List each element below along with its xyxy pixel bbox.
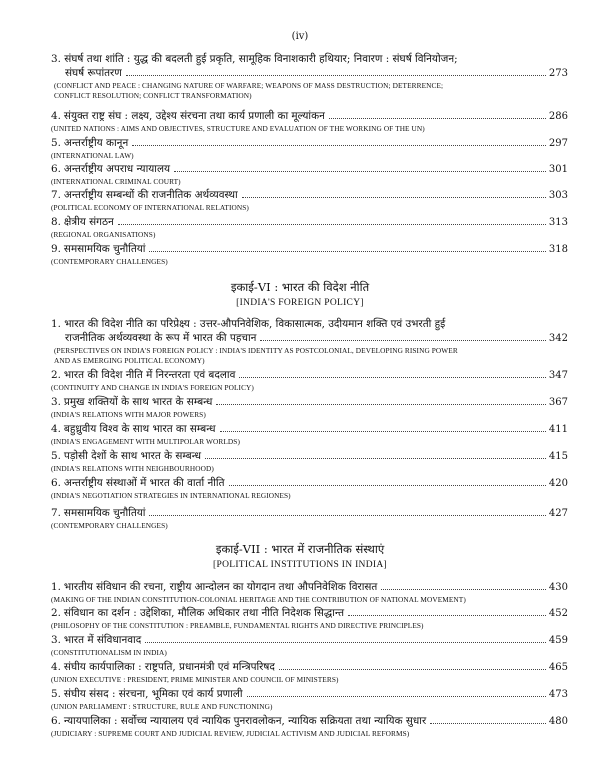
entry-title-english-cont: AND AS EMERGING POLITICAL ECONOMY) — [54, 356, 205, 365]
entry-number: 3. — [51, 53, 61, 65]
entry-title-hindi-cont: संघर्ष रूपांतरण — [65, 67, 122, 79]
entry-title-hindi-cont: राजनीतिक अर्थव्यवस्था के रूप में भारत की पहचान — [65, 332, 257, 344]
entry-title-hindi: समसामयिक चुनौतियां — [63, 243, 146, 255]
entry-number: 3. — [51, 396, 61, 408]
dot-leader — [149, 515, 545, 516]
section-title: इकाई-VII : भारत में राजनीतिक संस्थाएं — [215, 542, 385, 556]
toc-entry[interactable] — [51, 109, 568, 134]
entry-title-hindi: संयुक्त राष्ट्र संघ : लक्ष्य, उद्देश्य संरचना तथा कार्य प्रणाली का मूल्यांकन — [63, 110, 325, 122]
entry-page: 473 — [548, 689, 568, 700]
dot-leader — [430, 723, 546, 724]
dot-leader — [348, 615, 546, 616]
toc-entry[interactable] — [51, 633, 568, 658]
entry-number: 7. — [51, 507, 61, 519]
entry-title-english: (UNION EXECUTIVE : PRESIDENT, PRIME MINISTER AND COUNCIL OF MINISTERS) — [51, 675, 339, 684]
entry-title-english: (MAKING OF THE INDIAN CONSTITUTION-COLONIAL HERITAGE AND THE CONTRIBUTION OF NATIONAL MOVEMENT) — [51, 595, 466, 604]
entry-number: 6. — [51, 477, 61, 489]
entry-title-english: (CONSTITUTIONALISM IN INDIA) — [51, 648, 167, 657]
entry-page: 347 — [548, 370, 568, 381]
toc-entry[interactable] — [51, 506, 568, 531]
entry-title-english-cont: CONFLICT RESOLUTION; CONFLICT TRANSFORMATION) — [54, 91, 252, 100]
entry-title-english: (REGIONAL ORGANISATIONS) — [51, 230, 156, 239]
entry-title-hindi: भारत में संविधानवाद — [63, 634, 142, 646]
dot-leader — [279, 669, 546, 670]
page-number: (iv) — [291, 31, 309, 42]
entry-page: 415 — [548, 451, 568, 462]
entry-title-hindi: समसामयिक चुनौतियां — [63, 507, 146, 519]
entry-number: 5. — [51, 688, 61, 700]
entry-page: 342 — [548, 333, 568, 344]
entry-page: 411 — [548, 424, 568, 435]
entry-title-hindi: न्यायपालिका : सर्वोच्च न्यायालय एवं न्यायिक पुनरावलोकन, न्यायिक सक्रियता तथा न्यायिक सुधार — [63, 715, 427, 727]
entry-title-hindi: भारतीय संविधान की रचना, राष्ट्रीय आन्दोलन का योगदान तथा औपनिवेशिक विरासत — [63, 581, 378, 593]
entry-title-hindi: अन्तर्राष्ट्रीय संस्थाओं में भारत की वार्ता नीति — [63, 477, 225, 489]
dot-leader — [329, 118, 546, 119]
entry-title-hindi: संघीय संसद : संरचना, भूमिका एवं कार्य प्रणाली — [63, 688, 243, 700]
section-title-english: [POLITICAL INSTITUTIONS IN INDIA] — [213, 560, 387, 570]
entry-number: 7. — [51, 189, 61, 201]
entry-title-english: (CONTEMPORARY CHALLENGES) — [51, 257, 168, 266]
entry-title-hindi: भारत की विदेश नीति में निरन्तरता एवं बदलाव — [63, 369, 236, 381]
dot-leader — [126, 75, 546, 76]
toc-entry[interactable] — [51, 606, 568, 631]
entry-page: 480 — [548, 716, 568, 727]
entry-number: 5. — [51, 137, 61, 149]
entry-title-hindi: बहुध्रुवीय विश्व के साथ भारत का सम्बन्ध — [63, 423, 216, 435]
toc-entry[interactable] — [51, 162, 568, 187]
dot-leader — [149, 251, 545, 252]
entry-title-english: (CONTEMPORARY CHALLENGES) — [51, 521, 168, 530]
entry-page: 430 — [548, 582, 568, 593]
entry-title-hindi: क्षेत्रीय संगठन — [63, 216, 114, 228]
entry-title-english: (INDIA'S ENGAGEMENT WITH MULTIPOLAR WORLDS) — [51, 437, 240, 446]
toc-entry[interactable] — [51, 660, 568, 685]
entry-page: 273 — [548, 68, 568, 79]
entry-page: 452 — [548, 608, 568, 619]
entry-number: 4. — [51, 661, 61, 673]
entry-title-english: (UNITED NATIONS : AIMS AND OBJECTIVES, STRUCTURE AND EVALUATION OF THE WORKING OF THE UN) — [51, 124, 425, 133]
entry-number: 2. — [51, 369, 61, 381]
dot-leader — [260, 340, 546, 341]
entry-title-english: (INDIA'S NEGOTIATION STRATEGIES IN INTERNATIONAL REGIONES) — [51, 491, 291, 500]
entry-page: 286 — [548, 111, 568, 122]
entry-title-english: (POLITICAL ECONOMY OF INTERNATIONAL RELATIONS) — [51, 203, 249, 212]
entry-title-english: (UNION PARLIAMENT : STRUCTURE, RULE AND FUNCTIONING) — [51, 702, 273, 711]
dot-leader — [132, 145, 546, 146]
entry-number: 4. — [51, 110, 61, 122]
dot-leader — [247, 696, 546, 697]
toc-entry[interactable] — [51, 52, 568, 101]
entry-title-hindi: अन्तर्राष्ट्रीय सम्बन्धों की राजनीतिक अर्थव्यवस्था — [63, 189, 238, 201]
entry-number: 8. — [51, 216, 61, 228]
entry-title-english: (INDIA'S RELATIONS WITH NEIGHBOURHOOD) — [51, 464, 214, 473]
toc-entry[interactable] — [51, 188, 568, 213]
entry-title-english: (INTERNATIONAL CRIMINAL COURT) — [51, 177, 181, 186]
toc-entry[interactable] — [51, 476, 568, 501]
entry-number: 9. — [51, 243, 61, 255]
dot-leader — [174, 171, 546, 172]
entry-title-hindi: पड़ोसी देशों के साथ भारत के सम्बन्ध — [63, 450, 201, 462]
entry-number: 4. — [51, 423, 61, 435]
entry-number: 6. — [51, 715, 61, 727]
entry-title-english: (PHILOSOPHY OF THE CONSTITUTION : PREAMBLE, FUNDAMENTAL RIGHTS AND DIRECTIVE PRINCIPLES) — [51, 621, 424, 630]
entry-title-hindi: अन्तर्राष्ट्रीय अपराध न्यायालय — [63, 163, 171, 175]
entry-page: 459 — [548, 635, 568, 646]
entry-page: 303 — [548, 190, 568, 201]
section-title-english: [INDIA'S FOREIGN POLICY] — [236, 298, 364, 308]
entry-title-hindi: अन्तर्राष्ट्रीय कानून — [63, 137, 129, 149]
dot-leader — [220, 431, 546, 432]
entry-title-hindi: संघर्ष तथा शांति : युद्ध की बदलती हुई प्रकृति, सामूहिक विनाशकारी हथियार; निवारण : संघर्ष विनियोजन; — [64, 53, 458, 65]
entry-number: 3. — [51, 634, 61, 646]
toc-entry[interactable] — [51, 242, 568, 267]
entry-title-english: (CONTINUITY AND CHANGE IN INDIA'S FOREIGN POLICY) — [51, 383, 254, 392]
entry-title-english: (PERSPECTIVES ON INDIA'S FOREIGN POLICY : INDIA'S IDENTITY AS POSTCOLONIAL, DEVELOPING RISING POWER — [54, 346, 458, 355]
toc-entry[interactable] — [51, 317, 568, 366]
entry-title-hindi: संघीय कार्यपालिका : राष्ट्रपति, प्रधानमंत्री एवं मन्त्रिपरिषद — [63, 661, 275, 673]
toc-entry[interactable] — [51, 395, 568, 420]
entry-title-hindi: संविधान का दर्शन : उद्देशिका, मौलिक अधिकार तथा नीति निदेशक सिद्धान्त — [63, 607, 345, 619]
dot-leader — [381, 589, 546, 590]
toc-entry[interactable] — [51, 449, 568, 474]
entry-number: 1. — [51, 318, 61, 330]
dot-leader — [205, 458, 546, 459]
entry-page: 301 — [548, 164, 568, 175]
entry-page: 427 — [548, 508, 568, 519]
entry-title-english: (INDIA'S RELATIONS WITH MAJOR POWERS) — [51, 410, 206, 419]
entry-title-english: (INTERNATIONAL LAW) — [51, 151, 134, 160]
dot-leader — [242, 197, 546, 198]
entry-number: 2. — [51, 607, 61, 619]
toc-entry[interactable] — [51, 714, 568, 739]
toc-entry[interactable] — [51, 136, 568, 161]
entry-title-english: (JUDICIARY : SUPREME COURT AND JUDICIAL REVIEW, JUDICIAL ACTIVISM AND JUDICIAL REFORMS) — [51, 729, 410, 738]
entry-number: 5. — [51, 450, 61, 462]
entry-page: 465 — [548, 662, 568, 673]
toc-entry[interactable] — [51, 215, 568, 240]
toc-entry[interactable] — [51, 580, 568, 605]
dot-leader — [216, 404, 545, 405]
entry-title-hindi: भारत की विदेश नीति का परिप्रेक्ष्य : उत्तर-औपनिवेशिक, विकासात्मक, उदीयमान शक्ति एवं उभरती हुई — [64, 318, 446, 330]
toc-entry[interactable] — [51, 422, 568, 447]
entry-page: 297 — [548, 138, 568, 149]
entry-title-english: (CONFLICT AND PEACE : CHANGING NATURE OF WARFARE; WEAPONS OF MASS DESTRUCTION; DETERRENCE; — [54, 81, 444, 90]
entry-page: 318 — [548, 244, 568, 255]
entry-page: 313 — [548, 217, 568, 228]
entry-title-hindi: प्रमुख शक्तियों के साथ भारत के सम्बन्ध — [63, 396, 213, 408]
toc-entry[interactable] — [51, 687, 568, 712]
entry-number: 1. — [51, 581, 61, 593]
toc-entry[interactable] — [51, 368, 568, 393]
entry-page: 420 — [548, 478, 568, 489]
section-title: इकाई-VI : भारत की विदेश नीति — [230, 280, 370, 294]
dot-leader — [239, 377, 546, 378]
entry-number: 6. — [51, 163, 61, 175]
dot-leader — [118, 224, 546, 225]
dot-leader — [229, 485, 546, 486]
entry-page: 367 — [548, 397, 568, 408]
dot-leader — [145, 642, 546, 643]
